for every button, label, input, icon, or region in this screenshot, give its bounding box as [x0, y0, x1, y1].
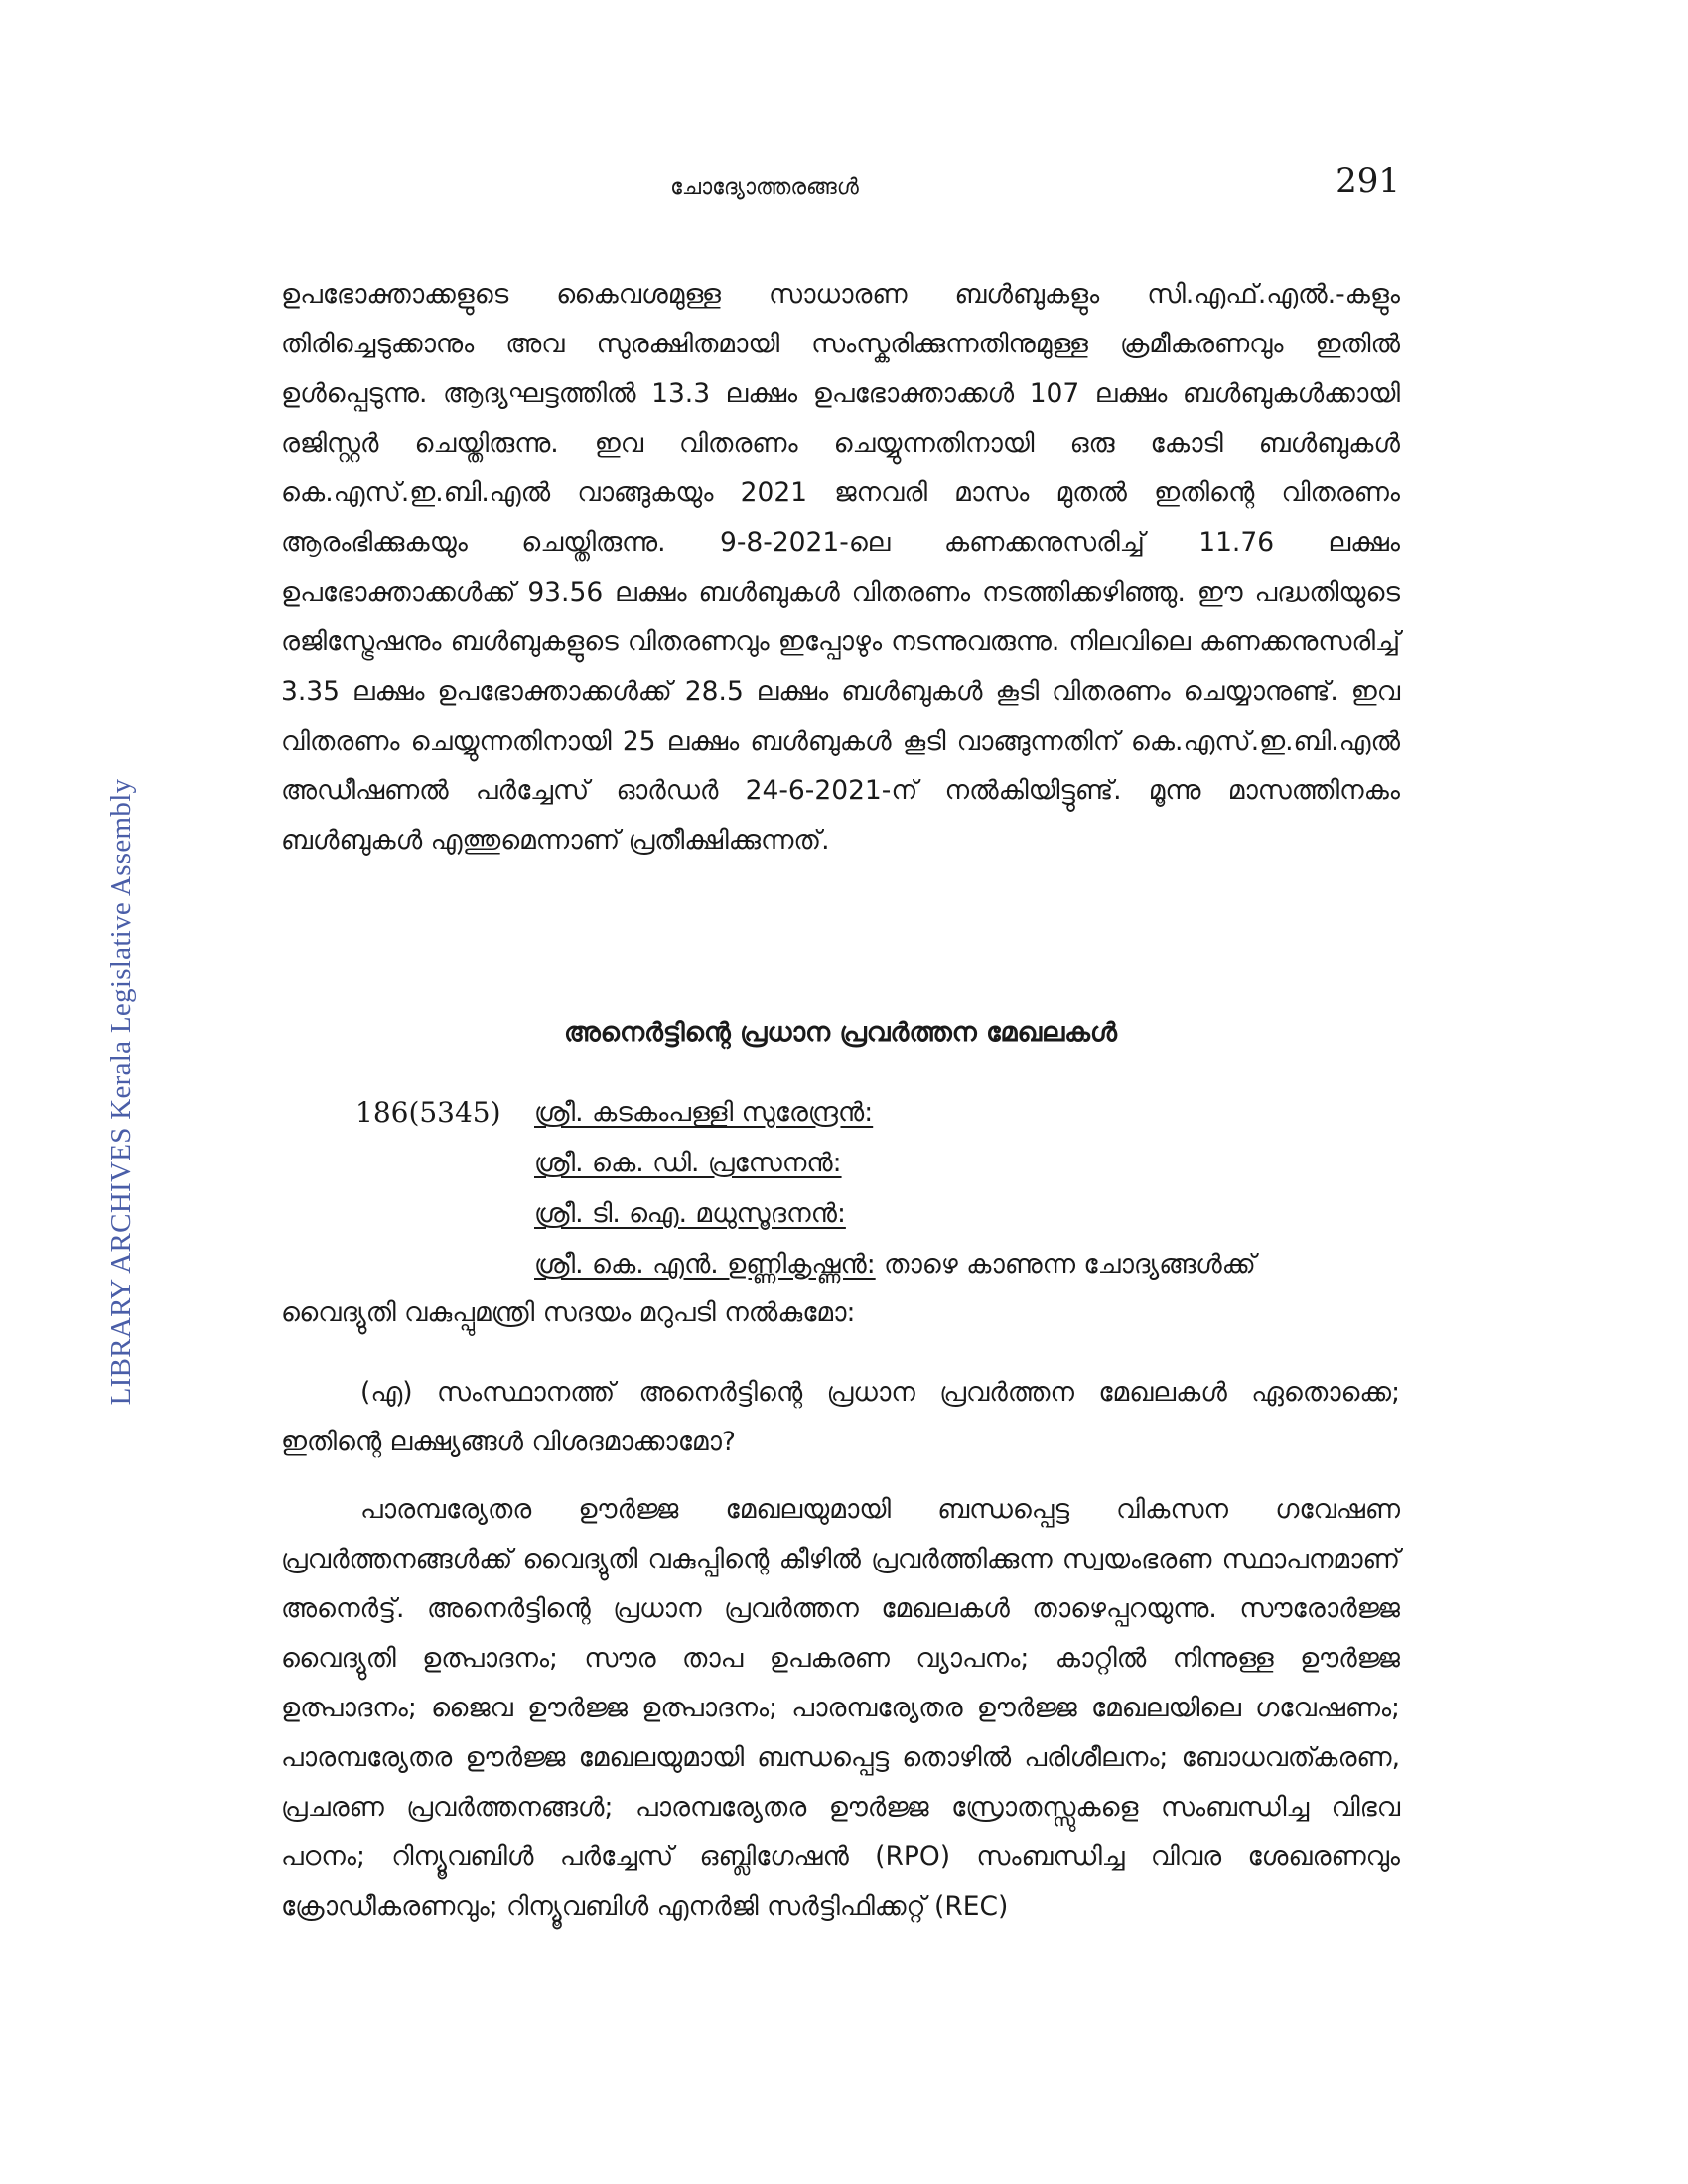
question-continuation: വൈദ്യുതി വകുപ്പുമന്ത്രി സദയം മറുപടി നൽകുമോ:: [281, 1297, 856, 1328]
question-number: 186(5345): [355, 1096, 501, 1129]
page-number: 291: [1336, 161, 1400, 201]
archive-watermark: LIBRARY ARCHIVES Kerala Legislative Assembly: [105, 778, 137, 1406]
section-heading: അനെർട്ടിന്റെ പ്രധാന പ്രവർത്തന മേഖലകൾ: [563, 1018, 1118, 1048]
member-name-line: [534, 1239, 1256, 1290]
member-name: ശ്രീ. കടകംപള്ളി സുരേന്ദ്രൻ:: [534, 1097, 874, 1128]
answer-paragraph: പാരമ്പര്യേതര ഊർജ്ജ മേഖലയുമായി ബന്ധപ്പെട്ട വികസന ഗവേഷണ പ്രവർത്തനങ്ങൾക്ക് വൈദ്യുതി വകുപ്പിന്റെ കീഴിൽ പ്രവർത്തിക്കുന്ന സ്വയംഭരണ സ്ഥാപനമാണ് അനെർട്ട്. അനെർട്ടിന്റെ പ്രധാന പ്രവർത്തന മേഖലകൾ താഴെപ്പറയുന്നു. സൗരോർജ്ജ വൈദ്യുതി ഉത്പാദനം; സൗര താപ ഉപകരണ വ്യാപനം; കാറ്റിൽ നിന്നുള്ള ഊർജ്ജ ഉത്പാദനം; ജൈവ ഊർജ്ജ ഉത്പാദനം; പാരമ്പര്യേതര ഊർജ്ജ മേഖലയിലെ ഗവേഷണം; പാരമ്പര്യേതര ഊർജ്ജ മേഖലയുമായി ബന്ധപ്പെട്ട തൊഴിൽ പരിശീലനം; ബോധവത്കരണ, പ്രചരണ പ്രവർത്തനങ്ങൾ; പാരമ്പര്യേതര ഊർജ്ജ സ്രോതസ്സുകളെ സംബന്ധിച്ച വിഭവ പഠനം; റിന്യൂവബിൾ പർച്ചേസ് ഒബ്ലിഗേഷൻ (RPO) സംബന്ധിച്ച വിവര ശേഖരണവും ക്രോഡീകരണവും; റിന്യൂവബിൾ എനർജി സർട്ടിഫിക്കറ്റ് (REC): [281, 1494, 1400, 1922]
question-intro: താഴെ കാണുന്ന ചോദ്യങ്ങൾക്ക്: [875, 1249, 1256, 1280]
member-name: ശ്രീ. ടി. ഐ. മധുസൂദനൻ:: [534, 1198, 846, 1229]
question-part-a: (എ) സംസ്ഥാനത്ത് അനെർട്ടിന്റെ പ്രധാന പ്രവർത്തന മേഖലകൾ ഏതൊക്കെ; ഇതിന്റെ ലക്ഷ്യങ്ങൾ വിശദമാക്കാമോ?: [281, 1377, 1400, 1457]
member-name: ശ്രീ. കെ. എൻ. ഉണ്ണികൃഷ്ണൻ:: [534, 1249, 876, 1280]
running-title: ചോദ്യോത്തരങ്ങൾ: [670, 175, 859, 200]
question-block: [355, 1087, 1400, 1290]
member-name: ശ്രീ. കെ. ഡി. പ്രസേനൻ:: [534, 1148, 842, 1178]
paragraph-continuation: ഉപഭോക്താക്കളുടെ കൈവശമുള്ള സാധാരണ ബൾബുകളും സി.എഫ്.എൽ.-കളും തിരിച്ചെടുക്കാനും അവ സുരക്ഷിതമായി സംസ്കരിക്കുന്നതിനുമുള്ള ക്രമീകരണവും ഇതിൽ ഉൾപ്പെടുന്നു. ആദ്യഘട്ടത്തിൽ 13.3 ലക്ഷം ഉപഭോക്താക്കൾ 107 ലക്ഷം ബൾബുകൾക്കായി രജിസ്റ്റർ ചെയ്തിരുന്നു. ഇവ വിതരണം ചെയ്യുന്നതിനായി ഒരു കോടി ബൾബുകൾ കെ.എസ്.ഇ.ബി.എൽ വാങ്ങുകയും 2021 ജനവരി മാസം മുതൽ ഇതിന്റെ വിതരണം ആരംഭിക്കുകയും ചെയ്തിരുന്നു. 9-8-2021-ലെ കണക്കനുസരിച്ച് 11.76 ലക്ഷം ഉപഭോക്താക്കൾക്ക് 93.56 ലക്ഷം ബൾബുകൾ വിതരണം നടത്തിക്കഴിഞ്ഞു. ഈ പദ്ധതിയുടെ രജിസ്ട്രേഷനും ബൾബുകളുടെ വിതരണവും ഇപ്പോഴും നടന്നുവരുന്നു. നിലവിലെ കണക്കനുസരിച്ച് 3.35 ലക്ഷം ഉപഭോക്താക്കൾക്ക് 28.5 ലക്ഷം ബൾബുകൾ കൂടി വിതരണം ചെയ്യാനുണ്ട്. ഇവ വിതരണം ചെയ്യുന്നതിനായി 25 ലക്ഷം ബൾബുകൾ കൂടി വാങ്ങുന്നതിന് കെ.എസ്.ഇ.ബി.എൽ അഡീഷണൽ പർച്ചേസ് ഓർഡർ 24-6-2021-ന് നൽകിയിട്ടുണ്ട്. മൂന്നു മാസത്തിനകം ബൾബുകൾ എത്തുമെന്നാണ് പ്രതീക്ഷിക്കുന്നത്.: [281, 279, 1400, 856]
